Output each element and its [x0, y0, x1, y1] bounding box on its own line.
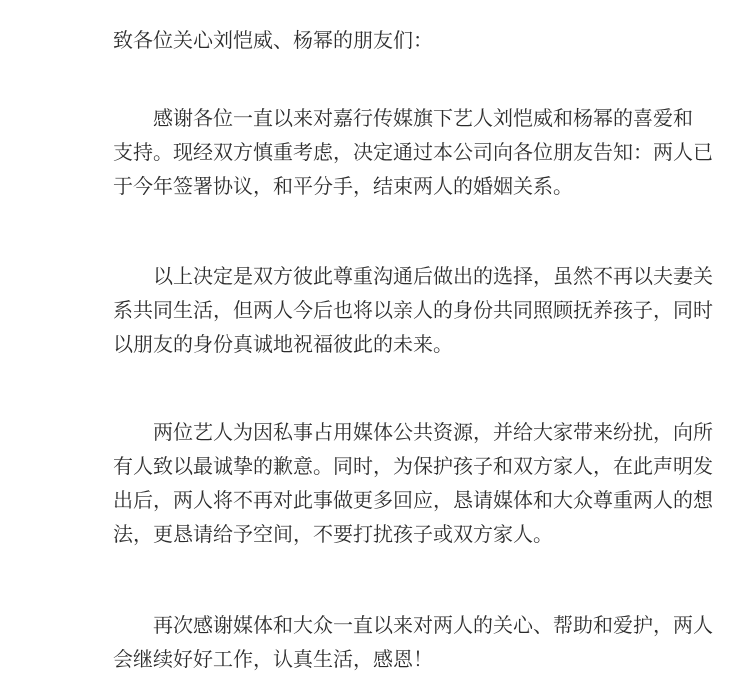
paragraph-line: 于今年签署协议，和平分手，结束两人的婚姻关系。	[113, 174, 573, 198]
paragraph-line: 出后，两人将不再对此事做更多回应，恳请媒体和大众尊重两人的想	[113, 488, 713, 512]
paragraph-line: 以上决定是双方彼此尊重沟通后做出的选择，虽然不再以夫妻关	[113, 264, 713, 288]
paragraph-line: 感谢各位一直以来对嘉行传媒旗下艺人刘恺威和杨幂的喜爱和	[113, 106, 693, 130]
paragraph-closing	[113, 608, 713, 676]
salutation: 致各位关心刘恺威、杨幂的朋友们：	[113, 28, 433, 52]
paragraph-apology	[113, 415, 713, 551]
paragraph-line: 再次感谢媒体和大众一直以来对两人的关心、帮助和爱护，两人	[113, 613, 713, 637]
paragraph-line: 有人致以最诚挚的歉意。同时，为保护孩子和双方家人，在此声明发	[113, 454, 713, 478]
paragraph-thanks	[113, 101, 713, 203]
paragraph-line: 系共同生活，但两人今后也将以亲人的身份共同照顾抚养孩子，同时	[113, 298, 713, 322]
paragraph-line: 支持。现经双方慎重考虑，决定通过本公司向各位朋友告知：两人已	[113, 140, 713, 164]
paragraph-line: 法，更恳请给予空间，不要打扰孩子或双方家人。	[113, 522, 553, 546]
paragraph-line: 以朋友的身份真诚地祝福彼此的未来。	[113, 332, 453, 356]
paragraph-line: 两位艺人为因私事占用媒体公共资源，并给大家带来纷扰，向所	[113, 420, 713, 444]
paragraph-line: 会继续好好工作，认真生活，感恩！	[113, 647, 433, 671]
paragraph-decision	[113, 259, 713, 361]
